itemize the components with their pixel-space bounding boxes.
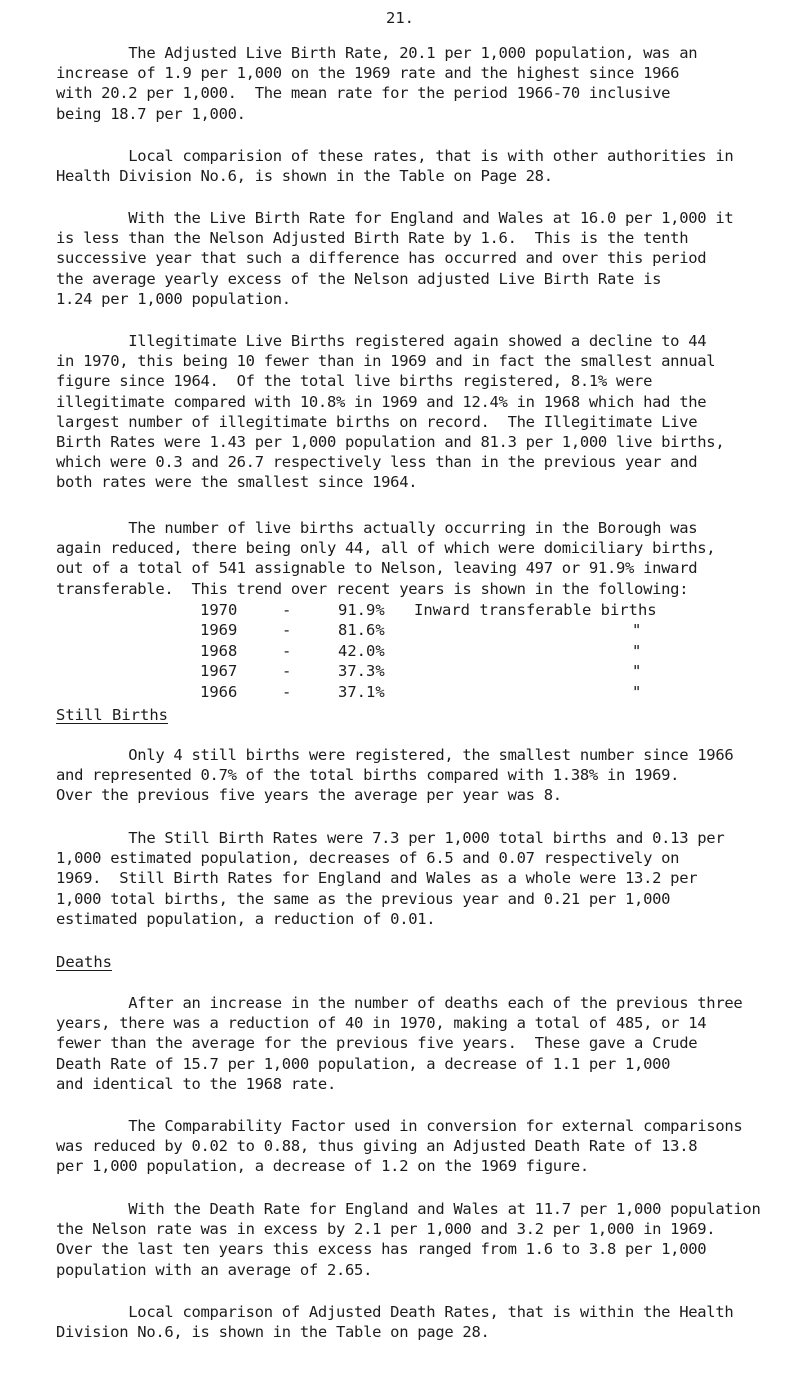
trend-row — [200, 620, 642, 640]
trend-description: Inward transferable births — [414, 601, 657, 619]
inward-transfer-trend-table — [200, 600, 657, 702]
trend-dash: - — [282, 662, 292, 681]
heading-still-births: Still Births — [56, 706, 168, 724]
trend-value: 42.0% — [338, 641, 385, 660]
trend-row — [200, 600, 657, 620]
paragraph-local-comparison-death: Local comparison of Adjusted Death Rates, that is within the Health Division No.6, is shown in the Table on page 28. — [56, 1303, 734, 1342]
paragraph-illegitimate-births: Illegitimate Live Births registered again showed a decline to 44 in 1970, this being 10 fewer than in 1969 and in fact the smallest annual figure since 1964. Of the total live births registered, 8.1% were illegitimate compared with 10.8% in 1969 and 12.4% in 1968 which had the largest number of illegitimate births on record. The Illegitimate Live Birth Rates were 1.43 per 1,000 population and 81.3 per 1,000 live births, which were 0.3 and 26.7 respectively less than in the previous year and both rates were the smallest since 1964. — [56, 332, 725, 492]
ditto-mark: " — [632, 621, 642, 640]
paragraph-still-births-count: Only 4 still births were registered, the smallest number since 1966 and represented 0.7% of the total births compared with 1.38% in 1969. Over the previous five years the average per year was 8. — [56, 746, 734, 805]
trend-dash: - — [282, 601, 292, 619]
trend-row — [200, 682, 642, 702]
paragraph-england-wales-death: With the Death Rate for England and Wales at 11.7 per 1,000 population the Nelson rate was in excess by 2.1 per 1,000 and 3.2 per 1,000 in 1969. Over the last ten years this excess has ranged from 1.6 to 3.8 per 1,000 population with an average of 2.65. — [56, 1200, 761, 1279]
trend-value: 37.3% — [338, 662, 385, 681]
trend-row — [200, 641, 642, 661]
paragraph-still-birth-rates: The Still Birth Rates were 7.3 per 1,000 total births and 0.13 per 1,000 estimated population, decreases of 6.5 and 0.07 respectively on 1969. Still Birth Rates for England and Wales as a whole were 13.2 per 1,000 total births, the same as the previous year and 0.21 per 1,000 estimated population, a reduction of 0.01. — [56, 829, 725, 928]
trend-year: 1969 — [200, 621, 238, 640]
heading-deaths: Deaths — [56, 953, 112, 971]
trend-year: 1967 — [200, 662, 238, 681]
trend-value: 37.1% — [338, 682, 385, 701]
paragraph-adjusted-birth-rate: The Adjusted Live Birth Rate, 20.1 per 1,000 population, was an increase of 1.9 per 1,000 on the 1969 rate and the highest since 1966 with 20.2 per 1,000. The mean rate for the period 1966-70 inclusive being 18.7 per 1,000. — [56, 44, 698, 123]
paragraph-local-comparison-birth: Local comparision of these rates, that is with other authorities in Health Division No.6, is shown in the Table on Page 28. — [56, 147, 734, 186]
trend-year: 1968 — [200, 641, 238, 660]
trend-year: 1970 — [200, 601, 238, 619]
trend-dash: - — [282, 621, 292, 640]
paragraph-comparability-factor: The Comparability Factor used in conversion for external comparisons was reduced by 0.02 to 0.88, thus giving an Adjusted Death Rate of 13.8 per 1,000 population, a decrease of 1.2 on the 1969 figure. — [56, 1117, 743, 1176]
ditto-mark: " — [632, 641, 642, 660]
paragraph-deaths-total: After an increase in the number of deaths each of the previous three years, there was a reduction of 40 in 1970, making a total of 485, or 14 fewer than the average for the previous five years. These gave a Crude Death Rate of 15.7 per 1,000 population, a decrease of 1.1 per 1,000 and identical to the 1968 rate. — [56, 994, 743, 1093]
ditto-mark: " — [632, 682, 642, 701]
trend-value: 91.9% — [338, 601, 385, 619]
page-number: 21. — [386, 9, 414, 27]
paragraph-england-wales-birth: With the Live Birth Rate for England and Wales at 16.0 per 1,000 it is less than the Nelson Adjusted Birth Rate by 1.6. This is the tenth successive year that such a difference has occurred and over this period the average yearly excess of the Nelson adjusted Live Birth Rate is 1.24 per 1,000 population. — [56, 209, 734, 308]
trend-row — [200, 661, 642, 681]
trend-value: 81.6% — [338, 621, 385, 640]
ditto-mark: " — [632, 662, 642, 681]
paragraph-births-in-borough: The number of live births actually occurring in the Borough was again reduced, there being only 44, all of which were domiciliary births, out of a total of 541 assignable to Nelson, leaving 497 or 91.9% inward transferable. This trend over recent years is shown in the following: — [56, 519, 716, 598]
trend-year: 1966 — [200, 682, 238, 701]
trend-dash: - — [282, 641, 292, 660]
trend-dash: - — [282, 682, 292, 701]
